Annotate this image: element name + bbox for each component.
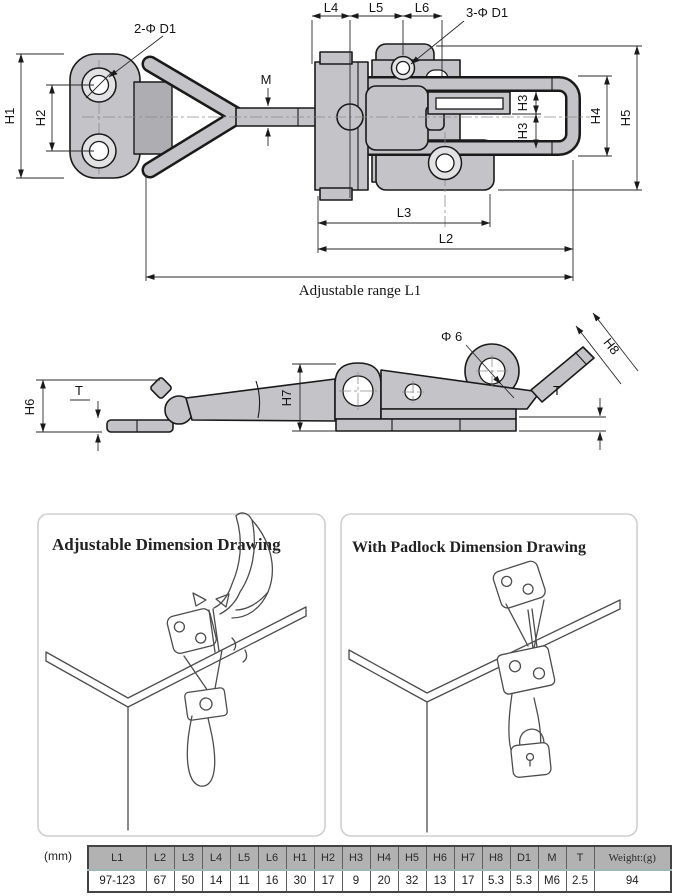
- dim-label-h2: H2: [33, 109, 48, 127]
- spec-header-cell: H3: [342, 846, 370, 870]
- dim-label-h1: H1: [2, 107, 17, 125]
- spec-value-cell: 2.5: [566, 870, 594, 892]
- dim-label-h3-lower: H3: [515, 122, 530, 140]
- spec-header-cell: H4: [370, 846, 398, 870]
- spec-header-cell: L1: [88, 846, 146, 870]
- spec-value-cell: 17: [314, 870, 342, 892]
- dim-label-h3-upper: H3: [515, 94, 530, 112]
- dim-label-m: M: [260, 72, 272, 87]
- spec-header-cell: M: [538, 846, 566, 870]
- dim-label-h8: H8: [600, 335, 623, 358]
- spec-value-cell: 97-123: [88, 870, 146, 892]
- spec-header-cell: H1: [286, 846, 314, 870]
- side-handle: [531, 347, 594, 402]
- spec-value-cell: 20: [370, 870, 398, 892]
- dim-label-h4: H4: [588, 107, 603, 125]
- panel-with-padlock-title: With Padlock Dimension Drawing: [352, 539, 586, 556]
- dim-label-2-phi-d1: 2-Φ D1: [134, 21, 177, 36]
- unit-label: (mm): [44, 849, 72, 863]
- dim-label-h7: H7: [279, 389, 294, 407]
- dim-label-phi6: Φ 6: [441, 329, 463, 344]
- spec-value-cell: 5.3: [510, 870, 538, 892]
- panel-with-padlock: [341, 514, 637, 836]
- dim-label-l5: L5: [368, 0, 384, 15]
- dim-label-l4: L4: [323, 0, 339, 15]
- dim-label-l2: L2: [438, 231, 454, 246]
- spec-table: [87, 845, 672, 893]
- spec-header-cell: H6: [426, 846, 454, 870]
- spec-value-cell: 11: [230, 870, 258, 892]
- spec-header-cell: L4: [202, 846, 230, 870]
- catch-arm: [428, 92, 510, 114]
- spec-header-cell: L2: [146, 846, 174, 870]
- dim-label-t-left: T: [75, 383, 83, 398]
- spec-value-cell: 5.3: [482, 870, 510, 892]
- spec-value-cell: 30: [286, 870, 314, 892]
- dim-label-l3: L3: [396, 205, 412, 220]
- spec-value-cell: 14: [202, 870, 230, 892]
- spec-value-cell: 17: [454, 870, 482, 892]
- spec-value-cell: 32: [398, 870, 426, 892]
- side-lever-arm: [186, 379, 335, 421]
- spec-header-cell: T: [566, 846, 594, 870]
- side-view: [22, 313, 638, 451]
- spec-value-cell: 67: [146, 870, 174, 892]
- spec-header-cell: H2: [314, 846, 342, 870]
- dim-label-h6: H6: [22, 398, 37, 416]
- spec-table-value-row: [88, 870, 671, 892]
- spec-header-cell: H8: [482, 846, 510, 870]
- spec-value-cell: 50: [174, 870, 202, 892]
- dim-label-l1: Adjustable range L1: [298, 283, 422, 299]
- spec-value-cell: 94: [594, 870, 671, 892]
- panel-adjustable: [38, 513, 325, 836]
- spec-header-cell: D1: [510, 846, 538, 870]
- dim-label-h5: H5: [618, 109, 633, 127]
- dim-label-t-right: T: [553, 383, 561, 398]
- spec-header-cell-weight: Weight:(g): [594, 846, 671, 870]
- spec-header-cell: L6: [258, 846, 286, 870]
- spec-value-cell: 16: [258, 870, 286, 892]
- spec-header-cell: L3: [174, 846, 202, 870]
- side-hook-strip: [107, 377, 193, 432]
- spec-value-cell: M6: [538, 870, 566, 892]
- dim-label-3-phi-d1: 3-Φ D1: [466, 5, 509, 20]
- spec-value-cell: 13: [426, 870, 454, 892]
- spec-header-cell: L5: [230, 846, 258, 870]
- spec-header-cell: H5: [398, 846, 426, 870]
- spec-value-cell: 9: [342, 870, 370, 892]
- spec-table-header-row: [88, 846, 671, 870]
- panel-adjustable-title: Adjustable Dimension Drawing: [52, 535, 281, 554]
- spec-header-cell: H7: [454, 846, 482, 870]
- dim-label-l6: L6: [414, 0, 430, 15]
- top-view: [2, 0, 642, 299]
